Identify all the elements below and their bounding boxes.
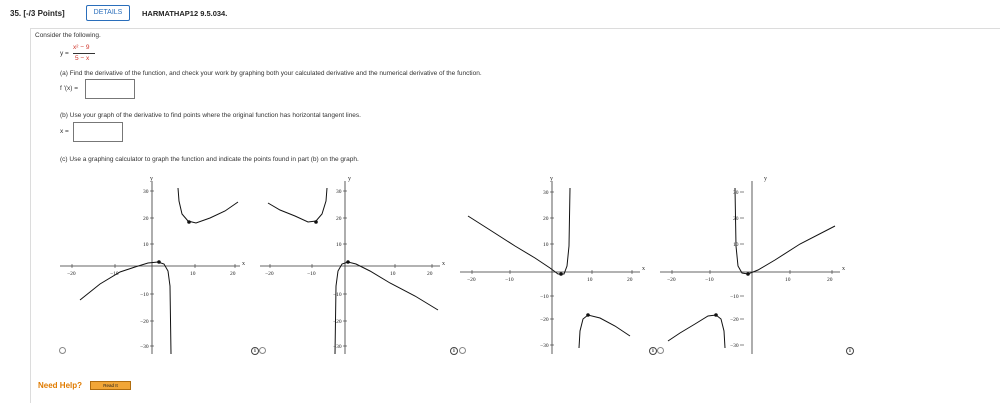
x-tick-label: 20 xyxy=(230,271,236,277)
part-b-label: x = xyxy=(60,128,69,135)
tangent-point-min xyxy=(559,272,563,276)
x-tick-label: 20 xyxy=(427,271,433,277)
y-tick-label: −10 xyxy=(333,292,342,298)
option-2-radio[interactable] xyxy=(259,347,266,354)
y-tick-label: −30 xyxy=(730,343,739,349)
y-tick-label: 20 xyxy=(143,216,149,222)
graph-option-2 xyxy=(260,176,450,358)
x-tick-label: −10 xyxy=(307,271,316,277)
axes xyxy=(60,181,240,354)
x-tick-label: −10 xyxy=(705,277,714,283)
y-tick-label: 10 xyxy=(543,242,549,248)
info-icon[interactable]: i xyxy=(450,347,458,355)
y-tick-label: −30 xyxy=(540,343,549,349)
y-tick-label: 20 xyxy=(543,216,549,222)
y-tick-label: 10 xyxy=(336,242,342,248)
read-it-button[interactable]: Read It xyxy=(90,381,131,390)
option-4-radio[interactable] xyxy=(657,347,664,354)
fraction-numerator: x² − 9 xyxy=(73,44,90,51)
y-tick-label: −10 xyxy=(730,294,739,300)
details-button[interactable]: DETAILS xyxy=(86,5,130,21)
x-axis-label: x xyxy=(242,261,245,267)
x-tick-label: −20 xyxy=(467,277,476,283)
curve-right-branch xyxy=(735,188,835,274)
y-tick-label: −20 xyxy=(333,319,342,325)
part-c-text: (c) Use a graphing calculator to graph the function and indicate the points found in part (b) on the graph. xyxy=(60,156,359,163)
x-axis-label: x xyxy=(842,266,845,272)
y-tick-label: 20 xyxy=(336,216,342,222)
info-icon[interactable]: i xyxy=(846,347,854,355)
y-axis-label: y xyxy=(764,176,767,182)
y-tick-label: −30 xyxy=(333,344,342,350)
y-tick-label: 30 xyxy=(733,190,739,196)
curve-left-branch xyxy=(80,262,171,354)
y-tick-label: 20 xyxy=(733,216,739,222)
function-y-label: y = xyxy=(60,50,69,57)
part-b-text: (b) Use your graph of the derivative to find points where the original function has horizontal tangent lines. xyxy=(60,112,361,119)
x-tick-label: 10 xyxy=(785,277,791,283)
curve-left-branch xyxy=(468,188,570,274)
x-tick-label: 10 xyxy=(587,277,593,283)
tangent-point-right xyxy=(346,260,350,264)
y-tick-label: −10 xyxy=(540,294,549,300)
intro-text: Consider the following. xyxy=(35,32,101,39)
x-tick-label: 20 xyxy=(627,277,633,283)
y-tick-label: 30 xyxy=(143,189,149,195)
x-tick-label: −10 xyxy=(110,271,119,277)
y-axis-label: y xyxy=(550,176,553,182)
question-number: 35. [-/3 Points] xyxy=(10,9,65,18)
tangent-point-min xyxy=(157,260,161,264)
curve-right-branch xyxy=(178,188,238,223)
x-tick-label: −20 xyxy=(265,271,274,277)
derivative-answer-input[interactable] xyxy=(85,79,135,99)
tangent-point-max xyxy=(714,313,718,317)
y-tick-label: 10 xyxy=(733,242,739,248)
x-tick-label: 10 xyxy=(390,271,396,277)
info-icon[interactable]: i xyxy=(649,347,657,355)
question-header xyxy=(0,0,1000,28)
graph-option-4 xyxy=(660,176,850,358)
y-tick-label: −20 xyxy=(540,317,549,323)
fraction-bar xyxy=(73,53,95,54)
axes xyxy=(660,181,840,354)
part-a-label: f '(x) = xyxy=(60,85,79,92)
x-axis-label: x xyxy=(642,266,645,272)
y-axis-label: y xyxy=(150,176,153,182)
curve-left-branch xyxy=(668,315,725,348)
y-tick-label: −10 xyxy=(140,292,149,298)
y-tick-label: −30 xyxy=(140,344,149,350)
x-axis-label: x xyxy=(442,261,445,267)
tangent-point-max xyxy=(586,313,590,317)
y-tick-label: 30 xyxy=(543,190,549,196)
y-tick-label: 30 xyxy=(336,189,342,195)
graph-option-3 xyxy=(460,176,650,358)
curve-right-branch xyxy=(335,262,438,354)
axes xyxy=(260,181,440,354)
x-tick-label: −20 xyxy=(667,277,676,283)
part-a-text: (a) Find the derivative of the function, and check your work by graphing both your calculated derivative and the numerical derivative of the function. xyxy=(60,70,482,77)
x-tick-label: 10 xyxy=(190,271,196,277)
x-answer-input[interactable] xyxy=(73,122,123,142)
tangent-point-left xyxy=(314,220,318,224)
graph-option-1 xyxy=(60,176,250,358)
x-tick-label: −20 xyxy=(67,271,76,277)
option-3-radio[interactable] xyxy=(459,347,466,354)
y-tick-label: 10 xyxy=(143,242,149,248)
tangent-point-min xyxy=(746,272,750,276)
fraction-denominator: 5 − x xyxy=(75,55,90,62)
x-tick-label: 20 xyxy=(827,277,833,283)
y-axis-label: y xyxy=(348,176,351,182)
y-tick-label: −20 xyxy=(140,319,149,325)
y-tick-label: −20 xyxy=(730,317,739,323)
tangent-point-max xyxy=(187,220,191,224)
x-tick-label: −10 xyxy=(505,277,514,283)
need-help-label: Need Help? xyxy=(38,381,83,390)
info-icon[interactable]: i xyxy=(251,347,259,355)
question-id: HARMATHAP12 9.5.034. xyxy=(142,9,228,18)
option-1-radio[interactable] xyxy=(59,347,66,354)
curve-right-branch xyxy=(579,315,630,348)
curve-left-branch xyxy=(268,188,327,222)
